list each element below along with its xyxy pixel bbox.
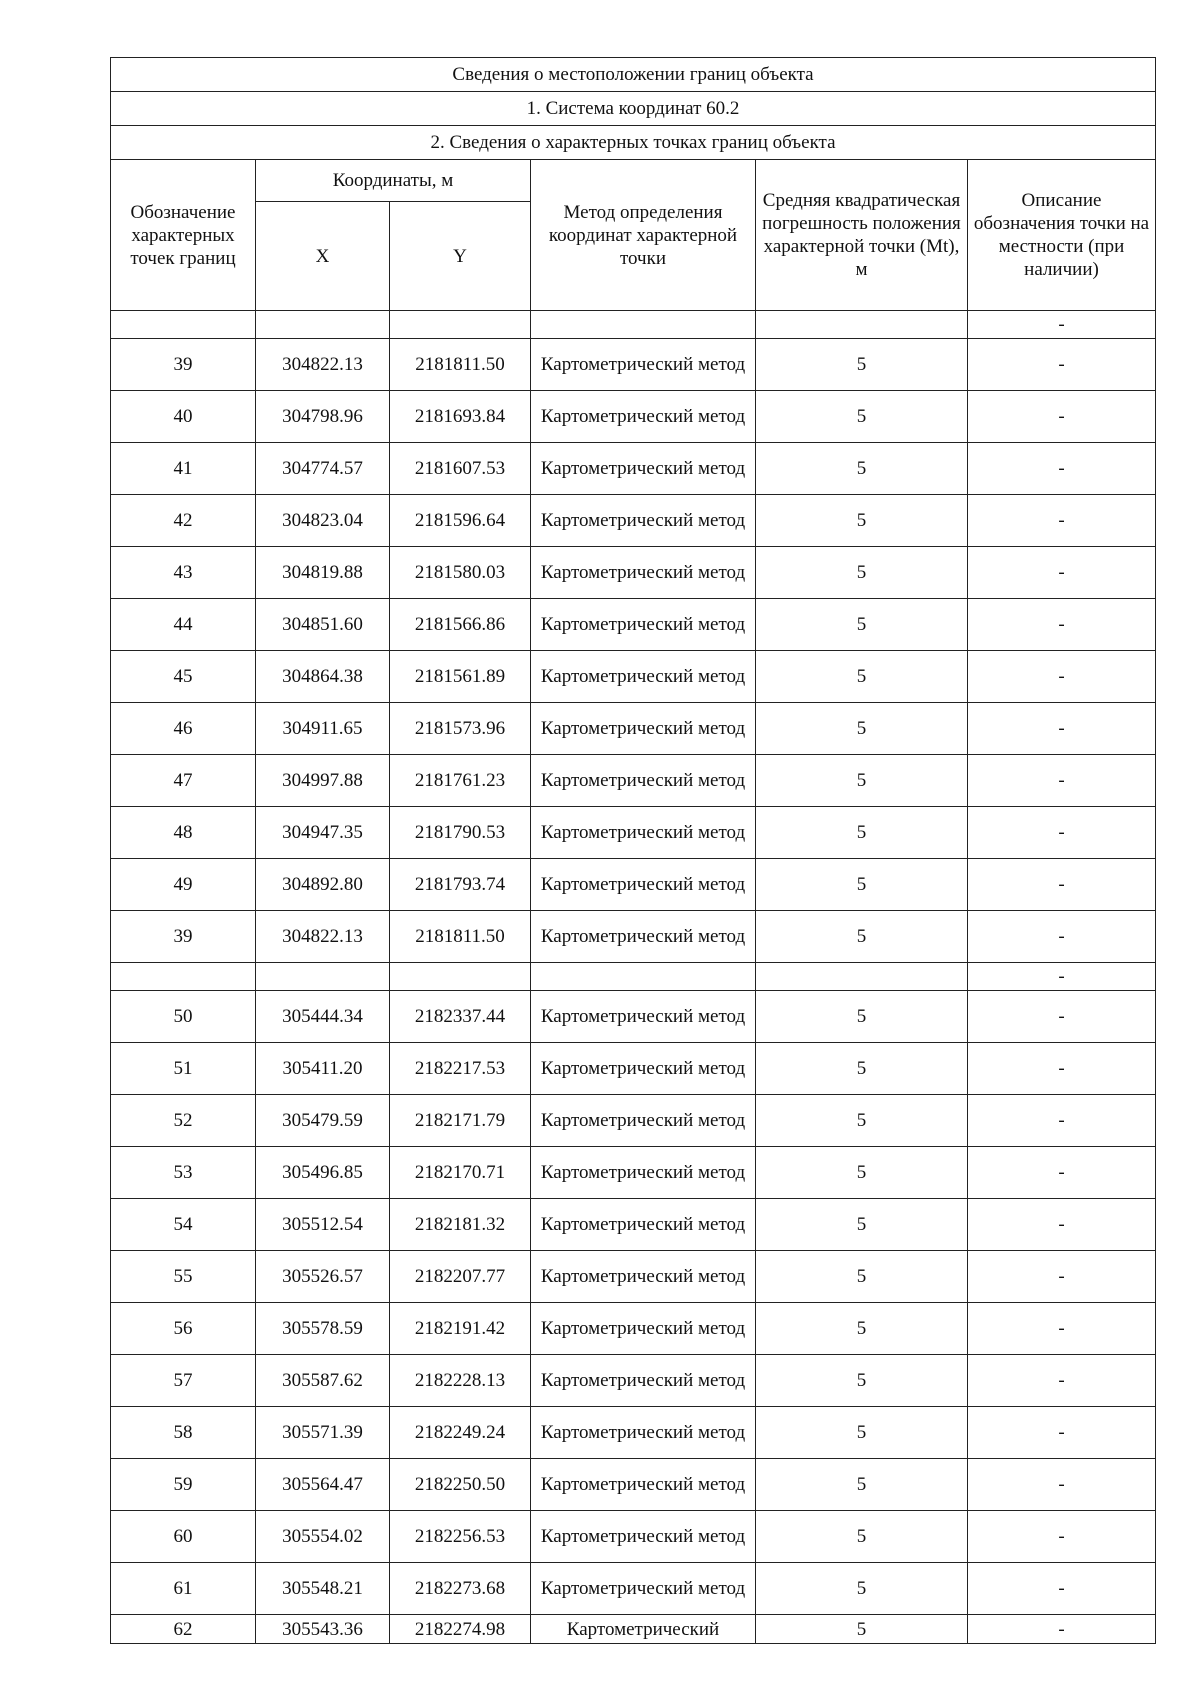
cell-error: 5	[756, 651, 968, 703]
cell-y: 2181790.53	[390, 807, 531, 859]
cell-method: Картометрический метод	[531, 703, 756, 755]
cell-point: 39	[111, 911, 256, 963]
cell-x: 304851.60	[256, 599, 390, 651]
cell-method: Картометрический метод	[531, 495, 756, 547]
cell-y: 2182337.44	[390, 991, 531, 1043]
cell-point: 55	[111, 1251, 256, 1303]
cell-point: 50	[111, 991, 256, 1043]
cell-point	[111, 311, 256, 339]
cell-x: 304798.96	[256, 391, 390, 443]
cell-y: 2181580.03	[390, 547, 531, 599]
cell-point: 45	[111, 651, 256, 703]
cell-error: 5	[756, 991, 968, 1043]
cell-method: Картометрический метод	[531, 547, 756, 599]
table-row	[111, 755, 1156, 807]
table-row	[111, 1511, 1156, 1563]
table-row	[111, 599, 1156, 651]
cell-desc: -	[968, 1511, 1156, 1563]
cell-x: 305587.62	[256, 1355, 390, 1407]
table-row	[111, 1147, 1156, 1199]
cell-method: Картометрический метод	[531, 1095, 756, 1147]
cell-error: 5	[756, 1511, 968, 1563]
header-y: Y	[390, 202, 531, 311]
cell-point: 59	[111, 1459, 256, 1511]
document-page	[110, 57, 1155, 1644]
cell-point: 47	[111, 755, 256, 807]
cell-x: 305512.54	[256, 1199, 390, 1251]
cell-point: 44	[111, 599, 256, 651]
cell-y: 2181596.64	[390, 495, 531, 547]
cell-desc: -	[968, 1251, 1156, 1303]
cell-error: 5	[756, 1251, 968, 1303]
table-row	[111, 703, 1156, 755]
cell-y: 2181761.23	[390, 755, 531, 807]
cell-point: 52	[111, 1095, 256, 1147]
coordinate-system-title: 1. Система координат 60.2	[111, 92, 1156, 126]
cell-desc: -	[968, 1459, 1156, 1511]
cell-x: 305564.47	[256, 1459, 390, 1511]
cell-error: 5	[756, 1303, 968, 1355]
cell-error: 5	[756, 1043, 968, 1095]
cell-y: 2181793.74	[390, 859, 531, 911]
cell-desc: -	[968, 311, 1156, 339]
cell-error: 5	[756, 859, 968, 911]
cell-x: 304823.04	[256, 495, 390, 547]
cell-x: 304947.35	[256, 807, 390, 859]
cell-point: 54	[111, 1199, 256, 1251]
cell-x: 304822.13	[256, 911, 390, 963]
cell-y: 2181811.50	[390, 339, 531, 391]
cell-y: 2182191.42	[390, 1303, 531, 1355]
cell-desc: -	[968, 391, 1156, 443]
cell-y: 2182274.98	[390, 1615, 531, 1644]
table-row	[111, 547, 1156, 599]
table-row	[111, 1095, 1156, 1147]
cell-desc: -	[968, 859, 1156, 911]
cell-method	[531, 963, 756, 991]
table-row	[111, 339, 1156, 391]
table-row	[111, 1615, 1156, 1644]
table-body	[111, 311, 1156, 1644]
cell-point: 42	[111, 495, 256, 547]
cell-y: 2182249.24	[390, 1407, 531, 1459]
cell-method: Картометрический метод	[531, 443, 756, 495]
cell-y: 2182217.53	[390, 1043, 531, 1095]
header-coordinates: Координаты, м	[256, 160, 531, 202]
cell-method: Картометрический метод	[531, 807, 756, 859]
cell-point: 62	[111, 1615, 256, 1644]
cell-y	[390, 311, 531, 339]
cell-desc: -	[968, 1355, 1156, 1407]
boundary-points-table	[110, 57, 1156, 1644]
cell-desc: -	[968, 443, 1156, 495]
cell-error: 5	[756, 1459, 968, 1511]
cell-error: 5	[756, 755, 968, 807]
cell-y: 2182170.71	[390, 1147, 531, 1199]
cell-error: 5	[756, 1147, 968, 1199]
cell-x: 304819.88	[256, 547, 390, 599]
cell-x: 304892.80	[256, 859, 390, 911]
table-row	[111, 495, 1156, 547]
cell-method: Картометрический метод	[531, 1043, 756, 1095]
cell-error: 5	[756, 1355, 968, 1407]
cell-error: 5	[756, 443, 968, 495]
cell-method: Картометрический метод	[531, 391, 756, 443]
header-error: Средняя квадратическая погрешность положения характерной точки (Mt), м	[756, 160, 968, 311]
cell-x: 305571.39	[256, 1407, 390, 1459]
cell-desc: -	[968, 1563, 1156, 1615]
cell-x: 304997.88	[256, 755, 390, 807]
cell-desc: -	[968, 1615, 1156, 1644]
cell-desc: -	[968, 991, 1156, 1043]
header-method: Метод определения координат характерной точки	[531, 160, 756, 311]
cell-x: 304864.38	[256, 651, 390, 703]
cell-desc: -	[968, 1147, 1156, 1199]
cell-error: 5	[756, 807, 968, 859]
header-x: X	[256, 202, 390, 311]
cell-desc: -	[968, 651, 1156, 703]
table-row	[111, 1303, 1156, 1355]
cell-method: Картометрический	[531, 1615, 756, 1644]
header-point: Обозначение характерных точек границ	[111, 160, 256, 311]
cell-desc: -	[968, 1199, 1156, 1251]
cell-desc: -	[968, 495, 1156, 547]
cell-method: Картометрический метод	[531, 1303, 756, 1355]
blank-separator-row	[111, 963, 1156, 991]
cell-method: Картометрический метод	[531, 859, 756, 911]
table-row	[111, 1199, 1156, 1251]
cell-desc: -	[968, 1043, 1156, 1095]
cell-desc: -	[968, 911, 1156, 963]
cell-method: Картометрический метод	[531, 1459, 756, 1511]
cell-method: Картометрический метод	[531, 1199, 756, 1251]
cell-method: Картометрический метод	[531, 599, 756, 651]
cell-desc: -	[968, 1095, 1156, 1147]
cell-y: 2181573.96	[390, 703, 531, 755]
cell-method: Картометрический метод	[531, 1563, 756, 1615]
table-row	[111, 1355, 1156, 1407]
cell-point: 49	[111, 859, 256, 911]
cell-x: 305554.02	[256, 1511, 390, 1563]
cell-desc: -	[968, 807, 1156, 859]
cell-method: Картометрический метод	[531, 1511, 756, 1563]
cell-error: 5	[756, 911, 968, 963]
cell-desc: -	[968, 547, 1156, 599]
table-row	[111, 443, 1156, 495]
cell-point	[111, 963, 256, 991]
table-row	[111, 1407, 1156, 1459]
cell-point: 39	[111, 339, 256, 391]
cell-method: Картометрический метод	[531, 755, 756, 807]
table-row	[111, 807, 1156, 859]
cell-x: 304774.57	[256, 443, 390, 495]
cell-x: 305526.57	[256, 1251, 390, 1303]
cell-method: Картометрический метод	[531, 339, 756, 391]
table-row	[111, 1043, 1156, 1095]
cell-x: 305479.59	[256, 1095, 390, 1147]
cell-desc: -	[968, 963, 1156, 991]
cell-error: 5	[756, 1563, 968, 1615]
cell-method: Картометрический метод	[531, 991, 756, 1043]
cell-method: Картометрический метод	[531, 651, 756, 703]
table-row	[111, 911, 1156, 963]
cell-error: 5	[756, 1407, 968, 1459]
table-row	[111, 651, 1156, 703]
cell-error: 5	[756, 1095, 968, 1147]
cell-point: 46	[111, 703, 256, 755]
table-row	[111, 1563, 1156, 1615]
cell-x	[256, 311, 390, 339]
cell-method: Картометрический метод	[531, 911, 756, 963]
cell-y: 2181566.86	[390, 599, 531, 651]
cell-y: 2182228.13	[390, 1355, 531, 1407]
cell-point: 51	[111, 1043, 256, 1095]
cell-y: 2182256.53	[390, 1511, 531, 1563]
cell-x: 305411.20	[256, 1043, 390, 1095]
cell-desc: -	[968, 599, 1156, 651]
cell-error: 5	[756, 599, 968, 651]
cell-error	[756, 963, 968, 991]
cell-y: 2182273.68	[390, 1563, 531, 1615]
cell-y: 2181693.84	[390, 391, 531, 443]
cell-method: Картометрический метод	[531, 1147, 756, 1199]
cell-x: 305496.85	[256, 1147, 390, 1199]
cell-point: 57	[111, 1355, 256, 1407]
cell-y: 2182171.79	[390, 1095, 531, 1147]
table-title: Сведения о местоположении границ объекта	[111, 58, 1156, 92]
points-section-title: 2. Сведения о характерных точках границ объекта	[111, 126, 1156, 160]
cell-point: 56	[111, 1303, 256, 1355]
cell-x: 305543.36	[256, 1615, 390, 1644]
table-row	[111, 1251, 1156, 1303]
cell-y: 2181811.50	[390, 911, 531, 963]
cell-y: 2181561.89	[390, 651, 531, 703]
cell-method: Картометрический метод	[531, 1407, 756, 1459]
cell-x: 305444.34	[256, 991, 390, 1043]
cell-point: 60	[111, 1511, 256, 1563]
cell-method: Картометрический метод	[531, 1251, 756, 1303]
blank-separator-row	[111, 311, 1156, 339]
cell-point: 41	[111, 443, 256, 495]
table-row	[111, 859, 1156, 911]
cell-desc: -	[968, 1407, 1156, 1459]
cell-y: 2182207.77	[390, 1251, 531, 1303]
cell-error: 5	[756, 391, 968, 443]
cell-x: 304822.13	[256, 339, 390, 391]
cell-error: 5	[756, 495, 968, 547]
table-row	[111, 991, 1156, 1043]
header-description: Описание обозначения точки на местности (при наличии)	[968, 160, 1156, 311]
table-row	[111, 1459, 1156, 1511]
cell-method: Картометрический метод	[531, 1355, 756, 1407]
cell-method	[531, 311, 756, 339]
cell-x: 305548.21	[256, 1563, 390, 1615]
cell-point: 48	[111, 807, 256, 859]
cell-error: 5	[756, 703, 968, 755]
cell-point: 58	[111, 1407, 256, 1459]
cell-desc: -	[968, 1303, 1156, 1355]
table-row	[111, 391, 1156, 443]
cell-x: 305578.59	[256, 1303, 390, 1355]
cell-x: 304911.65	[256, 703, 390, 755]
cell-y: 2182181.32	[390, 1199, 531, 1251]
cell-error: 5	[756, 339, 968, 391]
cell-desc: -	[968, 703, 1156, 755]
cell-desc: -	[968, 755, 1156, 807]
cell-error	[756, 311, 968, 339]
cell-error: 5	[756, 547, 968, 599]
cell-y: 2181607.53	[390, 443, 531, 495]
cell-point: 53	[111, 1147, 256, 1199]
cell-error: 5	[756, 1615, 968, 1644]
cell-point: 61	[111, 1563, 256, 1615]
cell-point: 43	[111, 547, 256, 599]
cell-desc: -	[968, 339, 1156, 391]
cell-x	[256, 963, 390, 991]
cell-error: 5	[756, 1199, 968, 1251]
cell-y	[390, 963, 531, 991]
cell-y: 2182250.50	[390, 1459, 531, 1511]
cell-point: 40	[111, 391, 256, 443]
